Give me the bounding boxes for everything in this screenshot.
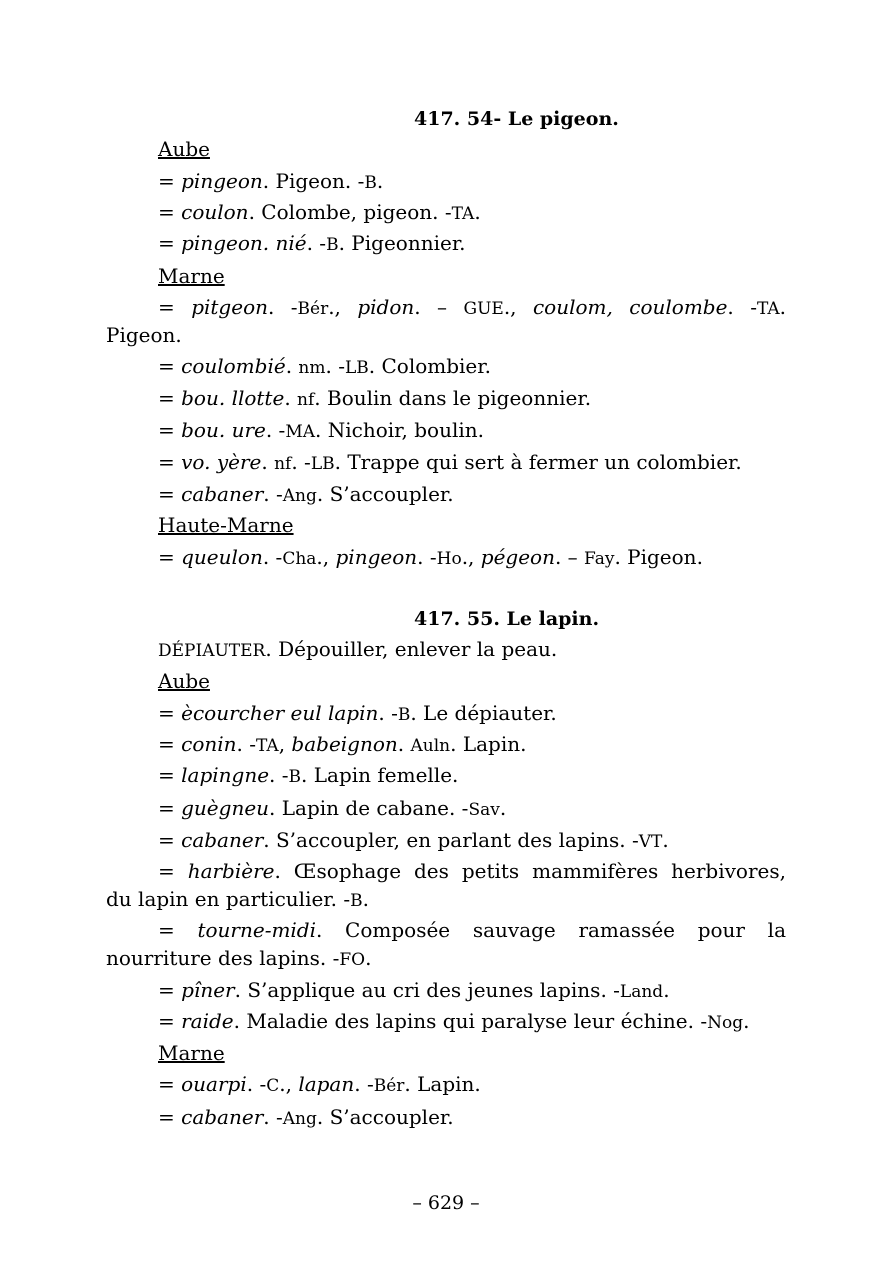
section-heading: 417. 54- Le pigeon.	[414, 108, 619, 130]
region-label: Marne	[158, 264, 225, 288]
region-label: Marne	[158, 1041, 225, 1065]
entry: = coulombié. nm. -LB. Colombier.	[158, 354, 491, 378]
region-label: Aube	[158, 669, 210, 693]
entry: = coulon. Colombe, pigeon. -TA.	[158, 200, 481, 224]
entry: = lapingne. -B. Lapin femelle.	[158, 763, 459, 787]
entry: = ècourcher eul lapin. -B. Le dépiauter.	[158, 701, 557, 725]
entry: = cabaner. -Ang. S’accoupler.	[158, 482, 454, 506]
region-label: Haute-Marne	[158, 513, 294, 537]
entry: = ouarpi. -C., lapan. -Bér. Lapin.	[158, 1072, 481, 1096]
entry: = bou. llotte. nf. Boulin dans le pigeonnier.	[158, 386, 592, 410]
intro-definition: DÉPIAUTER. Dépouiller, enlever la peau.	[158, 637, 558, 661]
entry: = conin. -TA, babeignon. Auln. Lapin.	[158, 732, 527, 756]
section-heading: 417. 55. Le lapin.	[414, 608, 600, 630]
entry: = pitgeon. -Bér., pidon. – GUE., coulom, coulombe. -TA.	[158, 295, 786, 319]
entry-continuation: Pigeon.	[106, 323, 182, 347]
entry: = tourne-midi. Composée sauvage ramassée pour la	[158, 918, 786, 942]
entry: = pingeon. Pigeon. -B.	[158, 169, 384, 193]
entry: = raide. Maladie des lapins qui paralyse leur échine. -Nog.	[158, 1009, 750, 1033]
entry: = bou. ure. -MA. Nichoir, boulin.	[158, 418, 484, 442]
entry-continuation: nourriture des lapins. -FO.	[106, 946, 372, 970]
entry: = pingeon. nié. -B. Pigeonnier.	[158, 231, 466, 255]
entry: = queulon. -Cha., pingeon. -Ho., pégeon. – Fay. Pigeon.	[158, 545, 703, 569]
region-label: Aube	[158, 137, 210, 161]
entry: = vo. yère. nf. -LB. Trappe qui sert à fermer un colombier.	[158, 450, 742, 474]
entry: = harbière. Œsophage des petits mammifères herbivores,	[158, 859, 786, 883]
entry: = pîner. S’applique au cri des jeunes lapins. -Land.	[158, 978, 670, 1002]
entry-continuation: du lapin en particulier. -B.	[106, 887, 369, 911]
entry: = cabaner. -Ang. S’accoupler.	[158, 1105, 454, 1129]
entry: = cabaner. S’accoupler, en parlant des lapins. -VT.	[158, 828, 669, 852]
page-number: – 629 –	[412, 1192, 480, 1214]
entry: = guègneu. Lapin de cabane. -Sav.	[158, 796, 507, 820]
